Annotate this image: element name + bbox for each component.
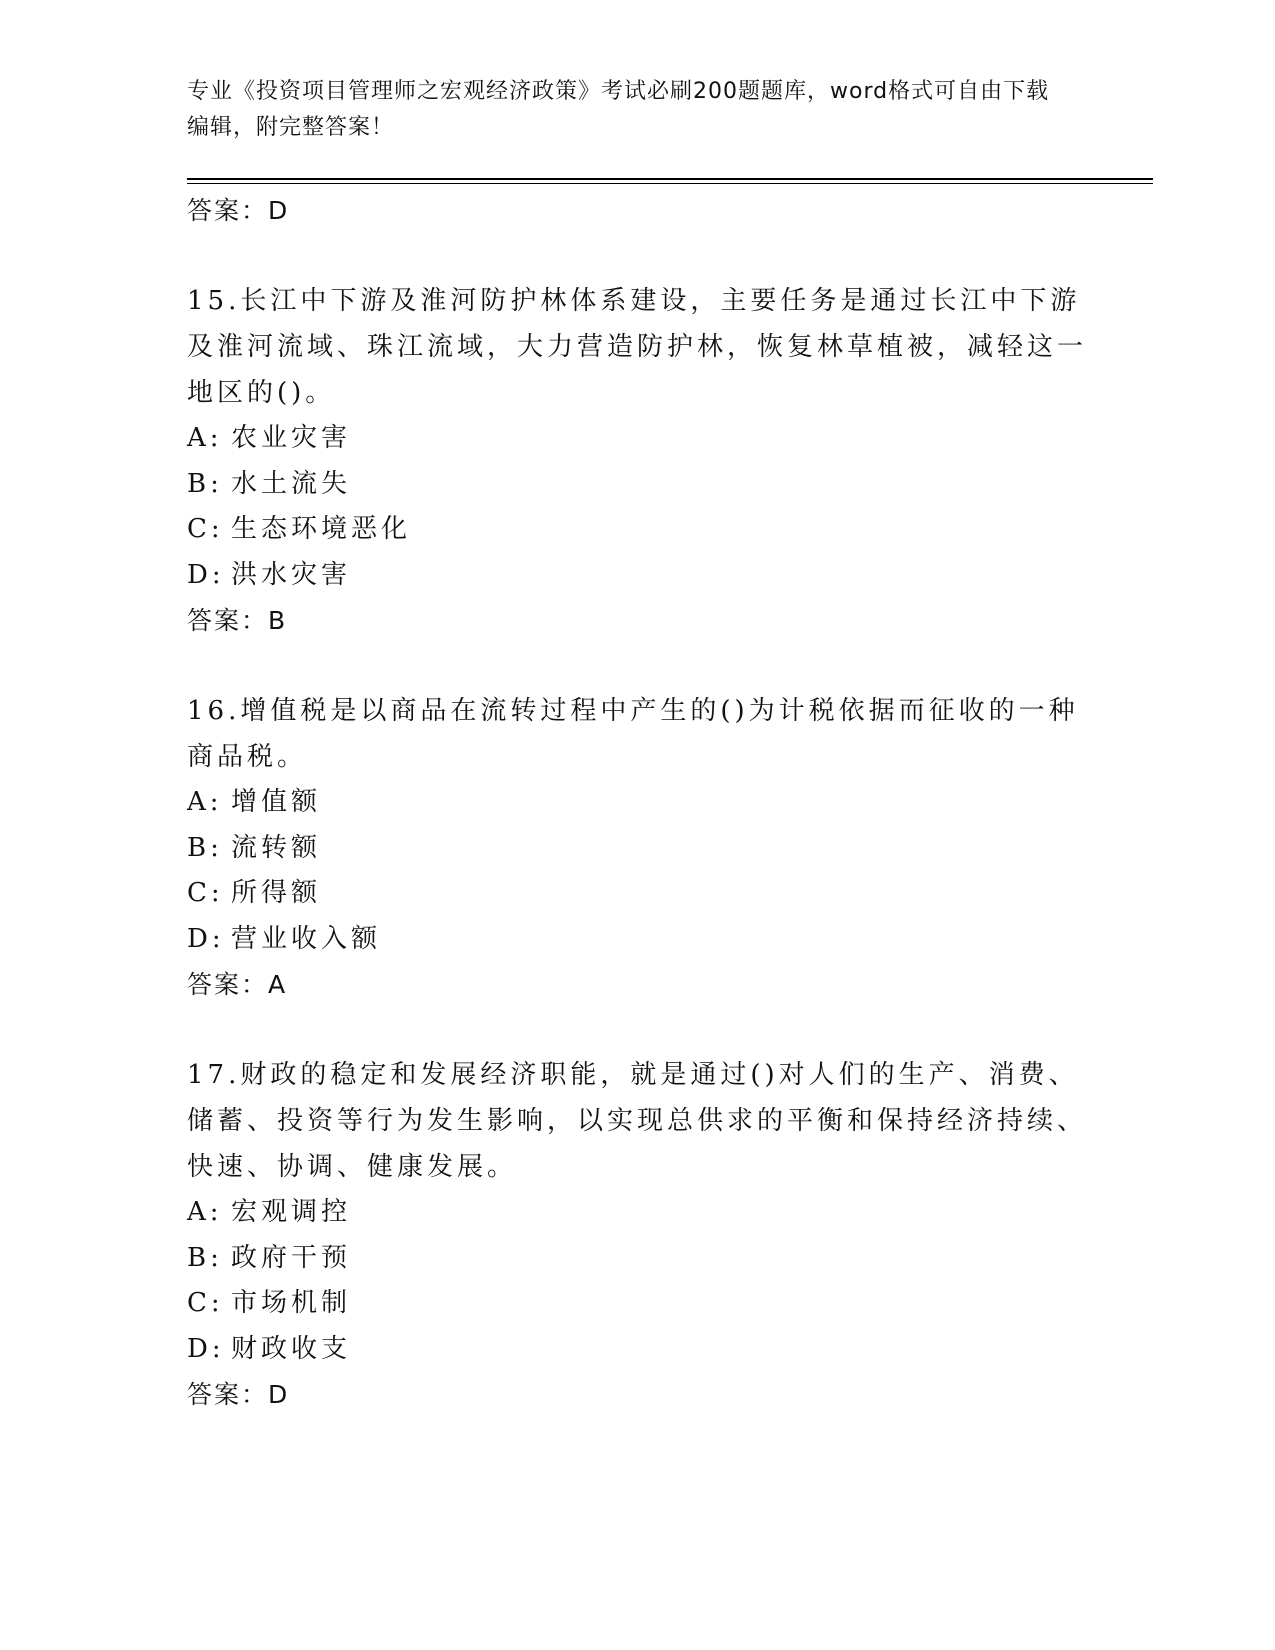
option-key: B: [187,1242,223,1273]
option-c [187,507,1087,553]
option-a [187,780,1087,826]
page-header-intro: 专业《投资项目管理师之宏观经济政策》考试必刷200题题库，word格式可自由下载编辑，附完整答案！ [187,79,1050,140]
option-text: 流转额 [231,832,322,863]
option-c [187,871,1087,917]
option-key: D: [187,923,225,954]
option-text: 营业收入额 [231,923,382,954]
option-d [187,917,1087,963]
option-text: 财政收支 [231,1333,352,1364]
option-key: A: [187,423,223,453]
option-key: D: [187,559,225,590]
option-d [187,1327,1087,1373]
option-text: 宏观调控 [231,1197,352,1227]
option-b [187,1236,1087,1282]
question-stem: 17.财政的稳定和发展经济职能，就是通过()对人们的生产、消费、储蓄、投资等行为发生影响，以实现总供求的平衡和保持经济持续、快速、协调、健康发展。 [187,1060,1088,1182]
option-key: A: [187,1197,223,1227]
answer-line: 答案：B [187,606,288,635]
option-text: 水土流失 [231,468,352,499]
question-stem: 16.增值税是以商品在流转过程中产生的()为计税依据而征收的一种商品税。 [187,696,1079,772]
option-key: C: [187,878,224,908]
option-text: 市场机制 [231,1288,352,1318]
option-a [187,416,1087,462]
option-text: 所得额 [231,878,322,908]
option-key: B: [187,468,223,499]
question-16 [187,688,1087,1008]
question-list [187,188,1087,1418]
option-b [187,462,1087,508]
option-a [187,1190,1087,1236]
answer-line-previous: 答案：D [187,196,290,225]
option-text: 生态环境恶化 [231,514,412,544]
option-text: 农业灾害 [231,423,352,453]
question-stem: 15.长江中下游及淮河防护林体系建设，主要任务是通过长江中下游及淮河流域、珠江流域，大力营造防护林，恢复林草植被，减轻这一地区的()。 [187,286,1088,408]
option-key: C: [187,514,224,544]
option-text: 政府干预 [231,1242,352,1273]
header-divider-thin [187,183,1153,184]
question-15 [187,278,1087,644]
option-key: A: [187,787,223,817]
option-text: 洪水灾害 [231,559,352,590]
header-divider-thick [187,178,1153,180]
option-d [187,553,1087,599]
answer-line: 答案：A [187,970,288,999]
option-key: C: [187,1288,224,1318]
option-key: B: [187,832,223,863]
option-key: D: [187,1333,225,1364]
question-17 [187,1052,1087,1418]
option-text: 增值额 [231,787,322,817]
option-b [187,826,1087,872]
option-c [187,1281,1087,1327]
answer-line: 答案：D [187,1380,290,1409]
